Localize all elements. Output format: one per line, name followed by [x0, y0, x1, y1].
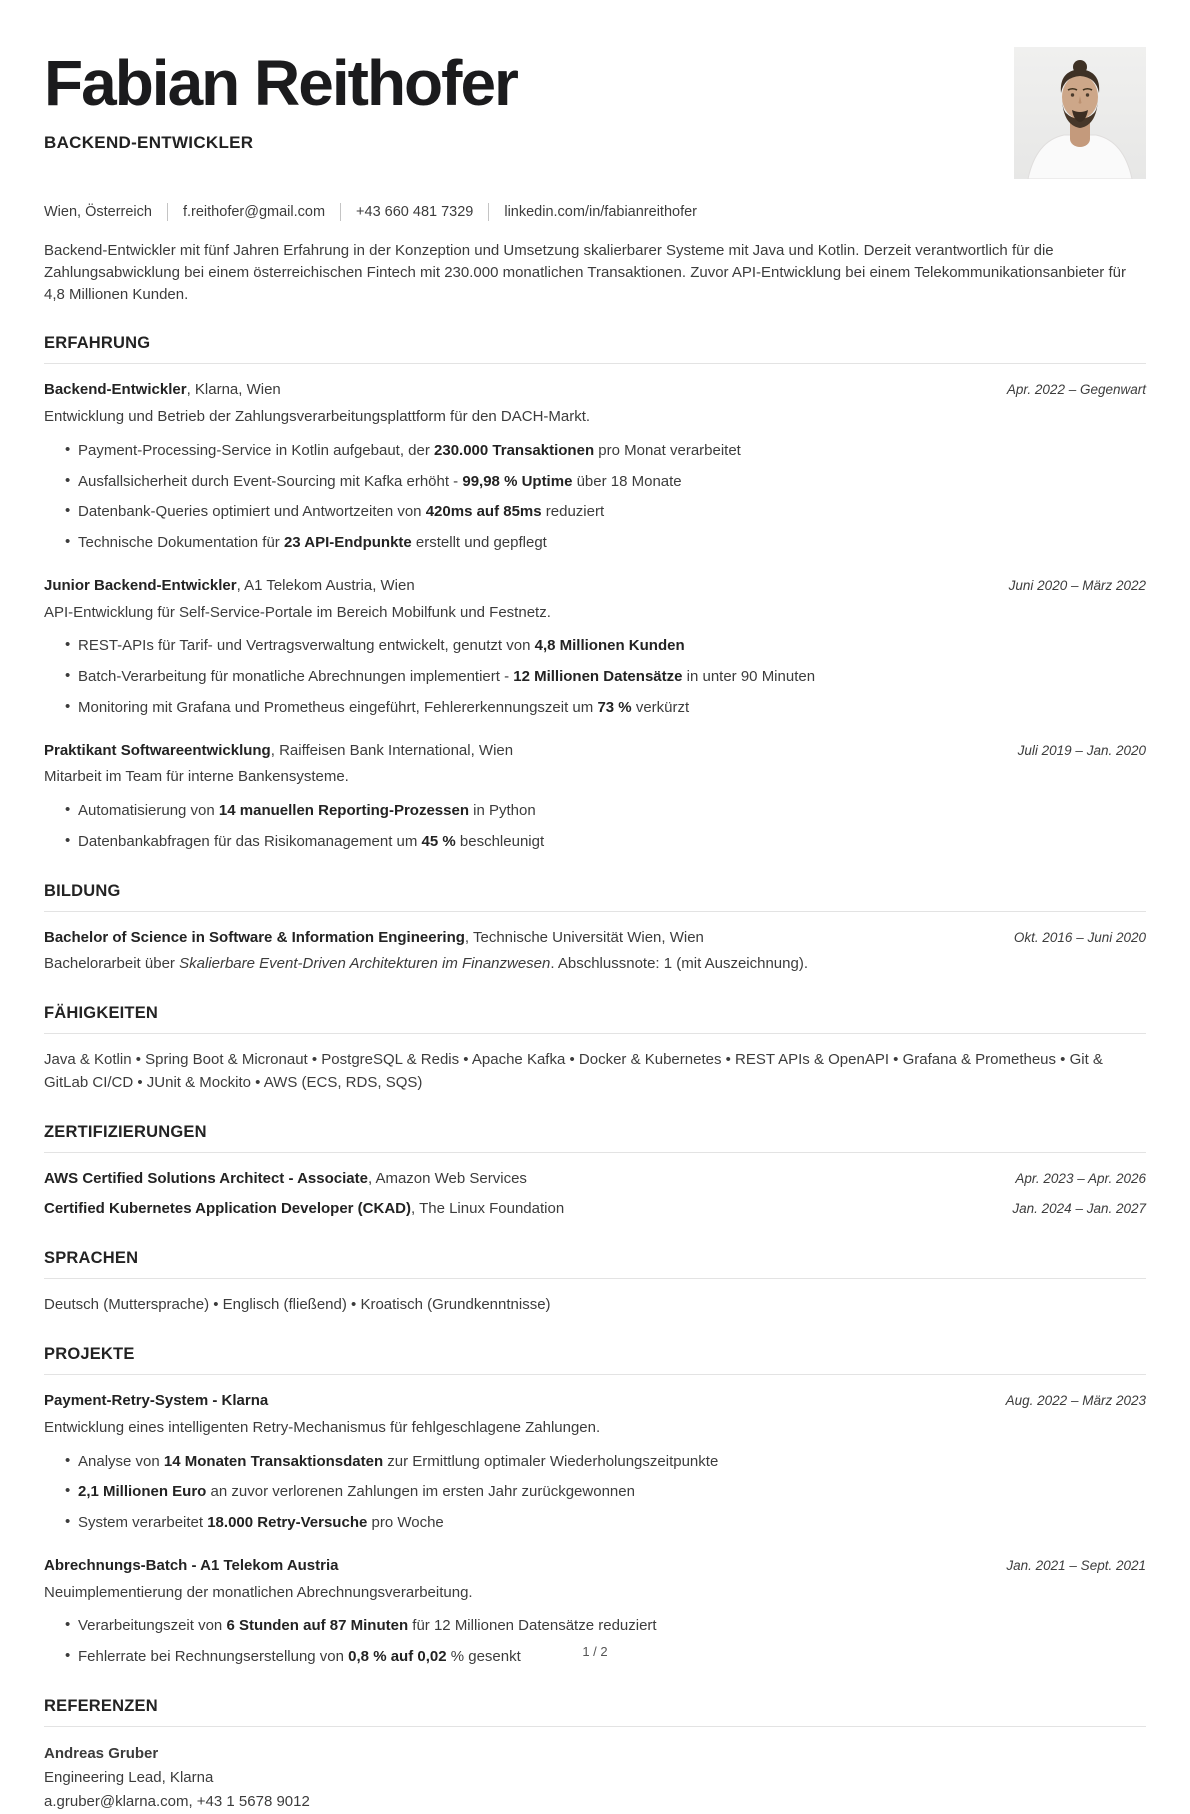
- job-company: , Raiffeisen Bank International, Wien: [270, 741, 514, 759]
- bullet-highlight: 6 Stunden auf 87 Minuten: [226, 1617, 409, 1635]
- bullet-text: Batch-Verarbeitung für monatliche Abrechnungen implementiert -: [78, 668, 514, 685]
- bullet-item: [65, 1481, 1146, 1503]
- certification-row: [44, 1198, 1146, 1220]
- section-title-certifications: ZERTIFIZIERUNGEN: [44, 1123, 1146, 1153]
- bullet-text: zur Ermittlung optimaler Wiederholungszeitpunkte: [383, 1452, 719, 1470]
- thesis-text: . Abschlussnote: 1 (mit Auszeichnung).: [550, 955, 808, 973]
- bullet-highlight: 14 manuellen Reporting-Prozessen: [218, 802, 469, 819]
- section-title-projects: PROJEKTE: [44, 1345, 1146, 1375]
- education-head: [44, 927, 1146, 949]
- project-head: [44, 1555, 1146, 1577]
- header-text: [44, 47, 517, 153]
- job-description: API-Entwicklung für Self-Service-Portale im Bereich Mobilfunk und Festnetz.: [44, 603, 551, 621]
- bullet-text: Datenbank-Queries optimiert und Antwortzeiten von: [78, 503, 426, 521]
- bullet-text: pro Woche: [367, 1514, 444, 1531]
- bullet-text: Fehlerrate bei Rechnungserstellung von: [78, 1648, 349, 1665]
- bullet-text: pro Monat verarbeitet: [594, 441, 741, 459]
- bullet-text: Datenbankabfragen für das Risikomanagement um: [78, 832, 422, 850]
- thesis-text: Bachelorarbeit über: [44, 955, 180, 973]
- bullet-highlight: 230.000 Transaktionen: [434, 441, 595, 459]
- section-languages: [44, 1249, 1146, 1317]
- thesis-title: Skalierbare Event-Driven Architekturen im Finanzwesen: [179, 955, 551, 973]
- job-title: Junior Backend-Entwickler: [44, 576, 237, 594]
- section-title-education: BILDUNG: [44, 882, 1146, 912]
- bullet-highlight: 4,8 Millionen Kunden: [534, 637, 685, 655]
- contact-phone: +43 660 481 7329: [356, 204, 474, 220]
- bullet-highlight: 18.000 Retry-Versuche: [207, 1514, 368, 1531]
- certification-date: Apr. 2023 – Apr. 2026: [1015, 1171, 1146, 1186]
- profile-summary: Backend-Entwickler mit fünf Jahren Erfahrung in der Konzeption und Umsetzung skalierbarer Systeme mit Java und Kotlin. Derzeit verantwortlich für die Zahlungsabwicklung bei einem österreichischen Fintech mit 230.000 monatlichen Transaktionen. Zuvor API-Entwicklung bei einem Telekommunikationsanbieter für 4,8 Millionen Kunden.: [44, 242, 1126, 303]
- bullet-highlight: 99,98 % Uptime: [462, 472, 573, 490]
- bullet-text: % gesenkt: [446, 1648, 521, 1665]
- contact-separator: [488, 203, 489, 221]
- profile-photo-illustration: [1014, 47, 1146, 179]
- bullet-text: verkürzt: [631, 698, 690, 716]
- section-certifications: [44, 1123, 1146, 1220]
- section-projects: [44, 1345, 1146, 1668]
- job-entry: [44, 575, 1146, 719]
- bullet-text: reduziert: [541, 503, 605, 521]
- bullet-text: Analyse von: [78, 1452, 164, 1470]
- bullet-text: für 12 Millionen Datensätze reduziert: [408, 1617, 657, 1635]
- section-references: [44, 1697, 1146, 1814]
- bullet-text: über 18 Monate: [572, 472, 682, 490]
- job-title: Backend-Entwickler: [44, 381, 187, 399]
- certification-line: [44, 1198, 564, 1220]
- bullet-text: System verarbeitet: [78, 1514, 208, 1531]
- reference-contact: a.gruber@klarna.com, +43 1 5678 9012: [44, 1792, 310, 1810]
- contact-separator: [340, 203, 341, 221]
- project-bullets: [44, 1615, 1146, 1668]
- languages-list: Deutsch (Muttersprache) • Englisch (fließend) • Kroatisch (Grundkenntnisse): [44, 1295, 551, 1313]
- job-description: Mitarbeit im Team für interne Bankensysteme.: [44, 768, 349, 786]
- job-date: Apr. 2022 – Gegenwart: [1006, 382, 1146, 398]
- bullet-text: Payment-Processing-Service in Kotlin aufgebaut, der: [78, 441, 435, 459]
- skills-list: Java & Kotlin • Spring Boot & Micronaut • PostgreSQL & Redis • Apache Kafka • Docker & Kubernetes • REST APIs & OpenAPI • Grafana & Prometheus • Git & GitLab CI/CD • JUnit & Mockito • AWS (ECS, RDS, SQS): [44, 1051, 1103, 1091]
- bullet-item: [65, 697, 1146, 719]
- job-date: Juli 2019 – Jan. 2020: [1017, 742, 1146, 758]
- project-date: Aug. 2022 – März 2023: [1005, 1393, 1146, 1408]
- job-date: Juni 2020 – März 2022: [1008, 577, 1146, 593]
- education-date: Okt. 2016 – Juni 2020: [1013, 929, 1146, 945]
- institution: , Technische Universität Wien, Wien: [464, 928, 704, 946]
- degree-title: Bachelor of Science in Software & Information Engineering: [44, 928, 465, 946]
- job-company: , Klarna, Wien: [186, 381, 281, 399]
- job-title-line: [44, 379, 281, 401]
- project-title-line: [44, 1555, 339, 1577]
- section-title-experience: ERFAHRUNG: [44, 334, 1146, 364]
- degree-line: [44, 927, 704, 949]
- section-title-skills: FÄHIGKEITEN: [44, 1004, 1146, 1034]
- job-entry: [44, 379, 1146, 554]
- certification-name: AWS Certified Solutions Architect - Associate: [44, 1170, 368, 1187]
- certification-issuer: , Amazon Web Services: [367, 1170, 527, 1187]
- certification-line: [44, 1168, 527, 1190]
- job-head: [44, 740, 1146, 762]
- header: [44, 47, 1146, 179]
- profile-photo: [1014, 47, 1146, 179]
- bullet-text: beschleunigt: [455, 832, 545, 850]
- bullet-text: Ausfallsicherheit durch Event-Sourcing mit Kafka erhöht -: [78, 472, 463, 490]
- bullet-highlight: 73 %: [597, 698, 632, 716]
- project-description: Neuimplementierung der monatlichen Abrechnungsverarbeitung.: [44, 1583, 473, 1601]
- section-skills: [44, 1004, 1146, 1094]
- project-head: [44, 1390, 1146, 1412]
- job-bullets: [44, 635, 1146, 718]
- bullet-text: in unter 90 Minuten: [682, 668, 816, 685]
- bullet-item: [65, 800, 1146, 822]
- contact-row: [44, 203, 1146, 221]
- candidate-job-title: BACKEND-ENTWICKLER: [44, 133, 254, 153]
- job-head: [44, 379, 1146, 401]
- project-entry: [44, 1390, 1146, 1534]
- page-number: 1 / 2: [582, 1644, 608, 1659]
- job-company: , A1 Telekom Austria, Wien: [236, 576, 415, 594]
- bullet-item: [65, 635, 1146, 657]
- bullet-item: [65, 471, 1146, 493]
- section-education: [44, 882, 1146, 976]
- project-date: Jan. 2021 – Sept. 2021: [1006, 1557, 1146, 1573]
- project-description: Entwicklung eines intelligenten Retry-Mechanismus für fehlgeschlagene Zahlungen.: [44, 1418, 601, 1436]
- section-title-references: REFERENZEN: [44, 1697, 1146, 1727]
- bullet-highlight: 12 Millionen Datensätze: [513, 668, 683, 685]
- certification-date: Jan. 2024 – Jan. 2027: [1012, 1200, 1146, 1216]
- certification-row: [44, 1168, 1146, 1190]
- bullet-item: [65, 532, 1146, 554]
- job-head: [44, 575, 1146, 597]
- project-bullets: [44, 1451, 1146, 1534]
- bullet-text: Technische Dokumentation für: [78, 534, 284, 551]
- bullet-item: [65, 1512, 1146, 1534]
- bullet-item: [65, 1615, 1146, 1637]
- contact-location: Wien, Österreich: [44, 204, 152, 220]
- bullet-item: [65, 831, 1146, 853]
- job-description: Entwicklung und Betrieb der Zahlungsverarbeitungsplattform für den DACH-Markt.: [44, 408, 591, 425]
- contact-linkedin: linkedin.com/in/fabianreithofer: [504, 204, 697, 220]
- job-bullets: [44, 800, 1146, 853]
- bullet-highlight: 420ms auf 85ms: [425, 503, 542, 521]
- reference-name: Andreas Gruber: [44, 1744, 159, 1762]
- bullet-text: Automatisierung von: [78, 802, 219, 819]
- project-title: Payment-Retry-System - Klarna: [44, 1392, 269, 1409]
- certification-name: Certified Kubernetes Application Developer (CKAD): [44, 1199, 411, 1217]
- bullet-text: REST-APIs für Tarif- und Vertragsverwaltung entwickelt, genutzt von: [78, 637, 535, 655]
- job-entry: [44, 740, 1146, 853]
- bullet-item: [65, 1451, 1146, 1473]
- job-title-line: [44, 740, 513, 762]
- bullet-highlight: 14 Monaten Transaktionsdaten: [163, 1452, 384, 1470]
- job-bullets: [44, 440, 1146, 554]
- bullet-highlight: 2,1 Millionen Euro: [78, 1483, 207, 1501]
- bullet-text: Monitoring mit Grafana und Prometheus eingeführt, Fehlererkennungszeit um: [78, 698, 598, 716]
- candidate-name: Fabian Reithofer: [44, 47, 517, 119]
- project-title: Abrechnungs-Batch - A1 Telekom Austria: [44, 1556, 339, 1574]
- bullet-highlight: 23 API-Endpunkte: [283, 534, 412, 551]
- certification-issuer: , The Linux Foundation: [411, 1199, 565, 1217]
- bullet-text: erstellt und gepflegt: [411, 534, 547, 551]
- contact-separator: [167, 203, 168, 221]
- contact-email: f.reithofer@gmail.com: [182, 204, 326, 220]
- thesis-line: [44, 953, 1146, 975]
- bullet-text: in Python: [469, 802, 536, 819]
- job-title: Praktikant Softwareentwicklung: [44, 741, 271, 759]
- bullet-item: [65, 501, 1146, 523]
- bullet-highlight: 0,8 % auf 0,02: [348, 1648, 447, 1665]
- bullet-text: Verarbeitungszeit von: [78, 1617, 227, 1635]
- bullet-highlight: 45 %: [421, 832, 456, 850]
- bullet-item: [65, 440, 1146, 462]
- section-experience: [44, 334, 1146, 852]
- bullet-text: an zuvor verlorenen Zahlungen im ersten Jahr zurückgewonnen: [206, 1483, 635, 1501]
- section-title-languages: SPRACHEN: [44, 1249, 1146, 1279]
- reference-role: Engineering Lead, Klarna: [44, 1768, 214, 1786]
- bullet-item: [65, 666, 1146, 688]
- education-entry: [44, 927, 1146, 976]
- job-title-line: [44, 575, 415, 597]
- project-title-line: [44, 1390, 268, 1412]
